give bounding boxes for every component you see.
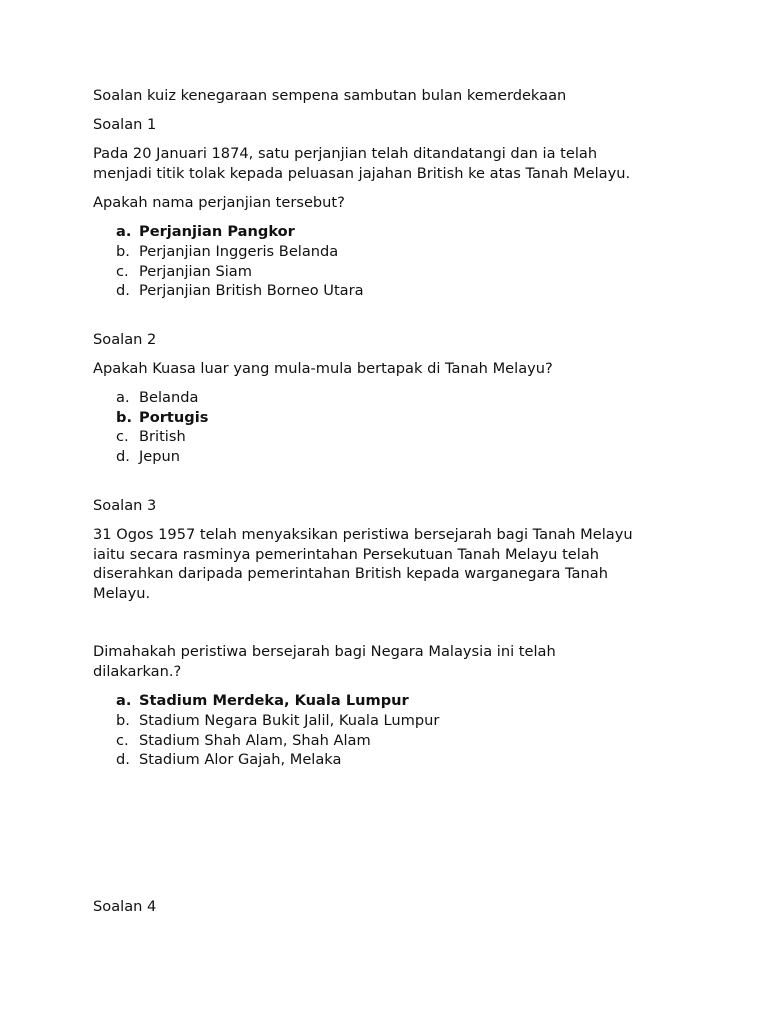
option-letter: d. [116,282,130,299]
option-letter: c. [116,263,129,280]
option-letter: b. [116,409,132,426]
option-letter: b. [116,243,130,260]
option-text: Stadium Negara Bukit Jalil, Kuala Lumpur [139,712,440,729]
option-text: Perjanjian Siam [139,263,252,280]
question-3-context-line-3: diserahkan daripada pemerintahan British kepada warganegara Tanah [93,565,608,582]
question-3-text-line-1: Dimahakah peristiwa bersejarah bagi Negara Malaysia ini telah [93,643,556,660]
question-3-context-line-4: Melayu. [93,585,151,602]
question-2-option-c [116,427,186,447]
option-letter: c. [116,732,129,749]
option-letter: c. [116,428,129,445]
option-text: Jepun [139,448,181,465]
document-title: Soalan kuiz kenegaraan sempena sambutan bulan kemerdekaan [93,87,567,104]
question-3-heading: Soalan 3 [93,497,157,514]
option-text: Perjanjian Inggeris Belanda [139,243,339,260]
option-text: Perjanjian Pangkor [139,223,295,240]
question-1-context-line-2: menjadi titik tolak kepada peluasan jajahan British ke atas Tanah Melayu. [93,165,631,182]
option-text: British [139,428,186,445]
option-letter: d. [116,448,130,465]
question-1-option-a [116,222,295,242]
question-2-text: Apakah Kuasa luar yang mula-mula bertapak di Tanah Melayu? [93,360,553,377]
question-2-heading: Soalan 2 [93,331,157,348]
question-2-option-d [116,447,180,467]
question-1-option-b [116,242,338,262]
question-4-heading: Soalan 4 [93,898,157,915]
option-letter: b. [116,712,130,729]
option-text: Perjanjian British Borneo Utara [139,282,364,299]
question-1-option-c [116,262,252,282]
option-letter: a. [116,692,132,709]
question-1-text: Apakah nama perjanjian tersebut? [93,194,345,211]
option-text: Stadium Alor Gajah, Melaka [139,751,342,768]
question-2-option-b [116,408,208,428]
question-3-option-d [116,750,341,770]
question-3-option-a [116,691,409,711]
question-3-option-b [116,711,439,731]
option-letter: a. [116,389,130,406]
option-text: Belanda [139,389,199,406]
question-3-context-line-2: iaitu secara rasminya pemerintahan Persekutuan Tanah Melayu telah [93,546,600,563]
question-1-context-line-1: Pada 20 Januari 1874, satu perjanjian telah ditandatangi dan ia telah [93,145,598,162]
question-2-option-a [116,388,198,408]
option-text: Portugis [139,409,209,426]
option-text: Stadium Merdeka, Kuala Lumpur [139,692,409,709]
question-3-context-line-1: 31 Ogos 1957 telah menyaksikan peristiwa bersejarah bagi Tanah Melayu [93,526,633,543]
option-text: Stadium Shah Alam, Shah Alam [139,732,371,749]
question-3-option-c [116,731,371,751]
option-letter: d. [116,751,130,768]
question-1-heading: Soalan 1 [93,116,157,133]
question-3-text-line-2: dilakarkan.? [93,663,182,680]
question-1-option-d [116,281,364,301]
option-letter: a. [116,223,132,240]
